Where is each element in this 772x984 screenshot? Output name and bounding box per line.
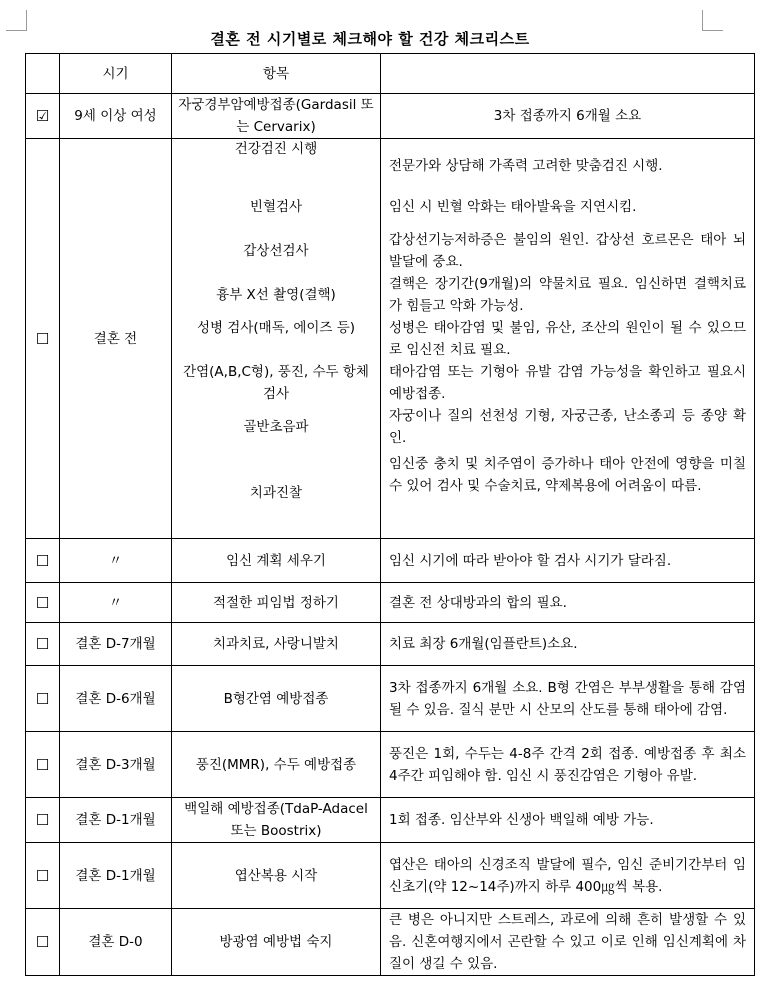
table-row xyxy=(26,94,755,139)
list-item: 성병 검사(매독, 에이즈 등) xyxy=(196,320,356,336)
checkbox[interactable]: ☐ xyxy=(26,666,60,732)
header-check xyxy=(26,54,60,94)
period-cell: 9세 이상 여성 xyxy=(60,94,172,139)
checkbox[interactable]: ☐ xyxy=(26,843,60,909)
note-list-cell xyxy=(381,139,755,539)
list-item: 치과진찰 xyxy=(249,485,303,501)
table-row xyxy=(26,539,755,583)
note-cell: 임신 시기에 따라 받아야 할 검사 시기가 달라짐. xyxy=(381,539,755,583)
list-item: 임신중 충치 및 치주염이 증가하나 태아 안전에 영향을 미칠 수 있어 검사 및 수술치료, 약제복용에 어려움이 따름. xyxy=(389,456,746,494)
list-item: 빈혈검사 xyxy=(249,199,303,215)
period-cell: 〃 xyxy=(60,583,172,623)
table-row xyxy=(26,798,755,843)
table-row xyxy=(26,909,755,976)
list-item: 건강검진 시행 xyxy=(234,141,318,157)
list-item: 간염(A,B,C형), 풍진, 수두 항체 검사 xyxy=(183,364,369,402)
item-cell: 치과치료, 사랑니발치 xyxy=(172,623,381,666)
table-row xyxy=(26,583,755,623)
table-row xyxy=(26,732,755,798)
checkbox[interactable]: ☐ xyxy=(26,798,60,843)
item-cell: 자궁경부암예방접종(Gardasil 또는 Cervarix) xyxy=(172,94,381,139)
note-cell: 결혼 전 상대방과의 합의 필요. xyxy=(381,583,755,623)
item-cell: 엽산복용 시작 xyxy=(172,843,381,909)
note-cell: 치료 최장 6개월(임플란트)소요. xyxy=(381,623,755,666)
item-cell: B형간염 예방접종 xyxy=(172,666,381,732)
list-item: 성병은 태아감염 및 불임, 유산, 조산의 원인이 될 수 있으므로 임신전 치료 필요. xyxy=(389,320,746,358)
note-cell: 풍진은 1회, 수두는 4-8주 간격 2회 접종. 예방접종 후 최소 4주간 피임해야 함. 임신 시 풍진감염은 기형아 유발. xyxy=(381,732,755,798)
checkbox[interactable]: ☐ xyxy=(26,732,60,798)
item-cell: 백일해 예방접종(TdaP-Adacel 또는 Boostrix) xyxy=(172,798,381,843)
note-cell: 3차 접종까지 6개월 소요. B형 간염은 부부생활을 통해 감염될 수 있음. 질식 분만 시 산모의 산도를 통해 태아에 감염. xyxy=(381,666,755,732)
header-period: 시기 xyxy=(60,54,172,94)
checkbox-checked[interactable]: ☑ xyxy=(26,94,60,139)
list-item: 임신 시 빈혈 악화는 태아발육을 지연시킴. xyxy=(389,199,637,215)
period-cell: 결혼 D-1개월 xyxy=(60,798,172,843)
table-row xyxy=(26,139,755,539)
period-cell: 결혼 전 xyxy=(60,139,172,539)
checkbox[interactable]: ☐ xyxy=(26,539,60,583)
note-cell: 3차 접종까지 6개월 소요 xyxy=(381,94,755,139)
table-header-row xyxy=(26,54,755,94)
checkbox[interactable]: ☐ xyxy=(26,583,60,623)
list-item: 자궁이나 질의 선천성 기형, 자궁근종, 난소종괴 등 종양 확인. xyxy=(389,408,746,446)
item-cell: 방광염 예방법 숙지 xyxy=(172,909,381,976)
item-cell: 적절한 피임법 정하기 xyxy=(172,583,381,623)
checkbox[interactable]: ☐ xyxy=(26,909,60,976)
item-list-cell xyxy=(172,139,381,539)
list-item: 갑상선검사 xyxy=(243,243,309,259)
list-item: 골반초음파 xyxy=(243,419,309,435)
header-item: 항목 xyxy=(172,54,381,94)
checkbox[interactable]: ☐ xyxy=(26,623,60,666)
page-title: 결혼 전 시기별로 체크해야 할 건강 체크리스트 xyxy=(210,30,530,48)
table-row xyxy=(26,623,755,666)
header-note xyxy=(381,54,755,94)
list-item: 갑상선기능저하증은 불임의 원인. 갑상선 호르몬은 태아 뇌 발달에 중요. xyxy=(389,232,746,270)
list-item: 흉부 X선 촬영(결핵) xyxy=(216,287,336,303)
period-cell: 결혼 D-6개월 xyxy=(60,666,172,732)
item-cell: 임신 계획 세우기 xyxy=(172,539,381,583)
list-item: 전문가와 상담해 가족력 고려한 맞춤검진 시행. xyxy=(389,158,663,174)
list-item: 결핵은 장기간(9개월)의 약물치료 필요. 임신하면 결핵치료가 힘들고 악화 가능성. xyxy=(389,276,746,314)
note-cell: 엽산은 태아의 신경조직 발달에 필수, 임신 준비기간부터 임신초기(약 12~14주)까지 하루 400㎍씩 복용. xyxy=(381,843,755,909)
list-item: 태아감염 또는 기형아 유발 감염 가능성을 확인하고 필요시 예방접종. xyxy=(389,364,746,402)
note-cell: 큰 병은 아니지만 스트레스, 과로에 의해 흔히 발생할 수 있음. 신혼여행지에서 곤란할 수 있고 이로 인해 임신계획에 차질이 생길 수 있음. xyxy=(381,909,755,976)
period-cell: 〃 xyxy=(60,539,172,583)
checkbox[interactable]: ☐ xyxy=(26,139,60,539)
health-checklist-table xyxy=(25,53,755,976)
period-cell: 결혼 D-3개월 xyxy=(60,732,172,798)
table-row xyxy=(26,843,755,909)
table-row xyxy=(26,666,755,732)
note-cell: 1회 접종. 임산부와 신생아 백일해 예방 가능. xyxy=(381,798,755,843)
period-cell: 결혼 D-7개월 xyxy=(60,623,172,666)
period-cell: 결혼 D-0 xyxy=(60,909,172,976)
period-cell: 결혼 D-1개월 xyxy=(60,843,172,909)
item-cell: 풍진(MMR), 수두 예방접종 xyxy=(172,732,381,798)
